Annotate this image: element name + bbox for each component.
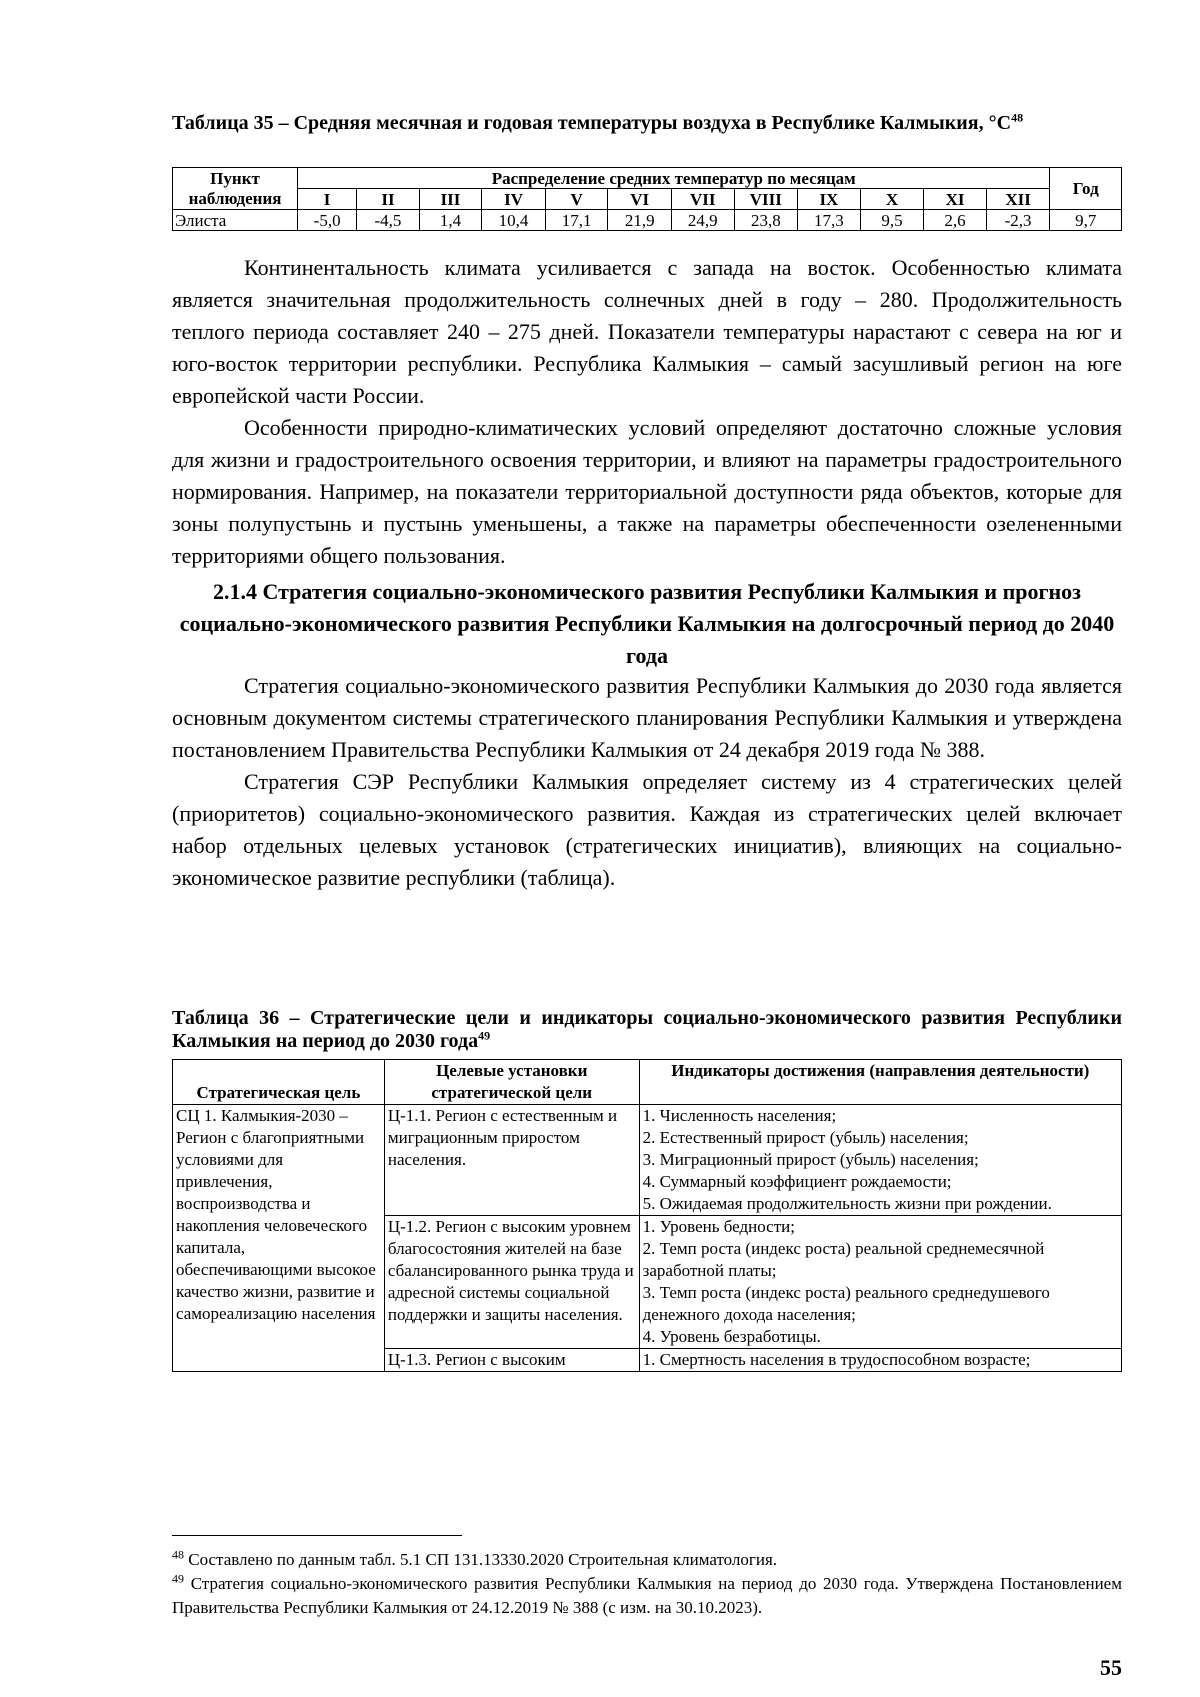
table36-target-cell: Ц-1.2. Регион с высоким уровнем благосостояния жителей на базе сбалансированного рынка труда и адресной системы социальной поддержки и защиты населения. bbox=[384, 1216, 639, 1349]
table35-month-header: VI bbox=[608, 189, 672, 210]
paragraph: Континентальность климата усиливается с запада на восток. Особенностью климата является значительная продолжительность солнечных дней в году – 280. Продолжительность теплого периода составляет 240 – 275 дней. Показатели температуры нарастают с севера на юг и юго-восток территории республики. Республика Калмыкия – самый засушливый регион на юге европейской части России. bbox=[172, 255, 1122, 408]
table35-header-year: Год bbox=[1050, 168, 1122, 210]
footnote-48: $^{48}$ Составлено по данным табл. 5.1 СП 131.13330.2020 Строительная климатология. bbox=[172, 1547, 778, 1569]
indicator-item: 2. Естественный прирост (убыль) населения; bbox=[642, 1128, 969, 1147]
table35-month-header: II bbox=[357, 189, 420, 210]
table35-value-cell: 24,9 bbox=[672, 210, 735, 231]
table35-value-cell: 17,1 bbox=[545, 210, 608, 231]
paragraph: Стратегия СЭР Республики Калмыкия определяет систему из 4 стратегических целей (приоритетов) социально-экономического развития. Каждая из стратегических целей включает набор отдельных целевых установок (стратегических инициатив), влияющих на социально-экономическое развитие республики (таблица). bbox=[172, 769, 1122, 890]
table36-target-cell: Ц-1.1. Регион с естественным и миграционным приростом населения. bbox=[384, 1105, 639, 1216]
indicator-item: 1. Смертность населения в трудоспособном возрасте; bbox=[642, 1350, 1031, 1369]
table35-header-station: Пункт наблюдения bbox=[173, 168, 298, 210]
page-number: 55 bbox=[1100, 1655, 1122, 1680]
table35-month-header: VIII bbox=[734, 189, 798, 210]
indicator-item: 3. Миграционный прирост (убыль) населения; bbox=[642, 1150, 979, 1169]
footnote-ref-49[interactable]: 49 bbox=[478, 1028, 491, 1043]
table35-month-header: I bbox=[298, 189, 357, 210]
table35-value-cell: 21,9 bbox=[608, 210, 672, 231]
footnote-separator bbox=[172, 1535, 462, 1536]
indicator-item: 2. Темп роста (индекс роста) реальной среднемесячной заработной платы; bbox=[642, 1239, 1045, 1280]
table35-value-cell: 23,8 bbox=[734, 210, 798, 231]
table35-month-header: IX bbox=[798, 189, 861, 210]
indicator-item: 1. Численность населения; bbox=[642, 1106, 837, 1125]
table35-value-cell: 17,3 bbox=[798, 210, 861, 231]
table36-caption: Таблица 36 – Стратегические цели и индикаторы социально-экономического развития Республики Калмыкия на период до 2030 года$^{49}$ bbox=[172, 1007, 1122, 1052]
table35-value-cell: 9,5 bbox=[860, 210, 924, 231]
footnote-49: $^{49}$ Стратегия социально-экономического развития Республики Калмыкия на период до 2030 года. Утверждена Постановлением Правительства Республики Калмыкия от 24.12.2019 № 388 (с изм. на 30.10.2023). bbox=[172, 1571, 1122, 1617]
paragraph: Особенности природно-климатических условий определяют достаточно сложные условия для жизни и градостроительного освоения территории, и влияют на параметры градостроительного нормирования. Например, на показатели территориальной доступности ряда объектов, которые для зоны полупустынь и пустынь уменьшены, а также на параметры обеспеченности озелененными территориями общего пользования. bbox=[172, 415, 1122, 568]
body-text-climate bbox=[172, 252, 1122, 572]
table35-value-cell: -4,5 bbox=[357, 210, 420, 231]
table35-month-header: X bbox=[860, 189, 924, 210]
table35-year-cell: 9,7 bbox=[1050, 210, 1122, 231]
table35-value-cell: -5,0 bbox=[298, 210, 357, 231]
table35-month-header: XII bbox=[986, 189, 1050, 210]
indicator-item: 4. Уровень безработицы. bbox=[642, 1327, 821, 1346]
indicator-item: 1. Уровень бедности; bbox=[642, 1217, 795, 1236]
paragraph: Стратегия социально-экономического развития Республики Калмыкия до 2030 года является основным документом системы стратегического планирования Республики Калмыкия и утверждена постановлением Правительства Республики Калмыкия от 24 декабря 2019 года № 388. bbox=[172, 673, 1122, 762]
table35-header-monthly: Распределение средних температур по месяцам bbox=[298, 168, 1050, 189]
table35-value-cell: 2,6 bbox=[924, 210, 987, 231]
table35-month-header: III bbox=[419, 189, 482, 210]
table36-target-cell: Ц-1.3. Регион с высоким bbox=[384, 1349, 639, 1372]
table36-header-goal: Стратегическая цель bbox=[173, 1060, 385, 1105]
table35-value-cell: 1,4 bbox=[419, 210, 482, 231]
table36-header-indicators: Индикаторы достижения (направления деятельности) bbox=[639, 1060, 1121, 1105]
indicator-item: 4. Суммарный коэффициент рождаемости; bbox=[642, 1172, 952, 1191]
indicator-item: 3. Темп роста (индекс роста) реального среднедушевого денежного дохода населения; bbox=[642, 1283, 1050, 1324]
footnote-ref-48[interactable]: 48 bbox=[1011, 110, 1024, 125]
table35-month-header: XI bbox=[924, 189, 987, 210]
table36-strategic-goals bbox=[172, 1059, 1122, 1372]
table35-caption: Таблица 35 – Средняя месячная и годовая температуры воздуха в Республике Калмыкия, $^\circ С^{48}$ bbox=[172, 110, 1024, 134]
body-text-strategy bbox=[172, 670, 1122, 894]
table36-indicator-cell bbox=[639, 1105, 1121, 1216]
table36-indicator-cell bbox=[639, 1216, 1121, 1349]
table35-month-header: V bbox=[545, 189, 608, 210]
table36-indicator-cell bbox=[639, 1349, 1121, 1372]
indicator-item: 5. Ожидаемая продолжительность жизни при рождении. bbox=[642, 1194, 1052, 1213]
table35-value-cell: -2,3 bbox=[986, 210, 1050, 231]
footnotes bbox=[172, 1548, 1122, 1620]
table35-value-cell: 10,4 bbox=[482, 210, 546, 231]
table35-month-header: VII bbox=[672, 189, 735, 210]
section-heading: 2.1.4 Стратегия социально-экономического развития Республики Калмыкия и прогноз социально-экономического развития Республики Калмыкия на долгосрочный период до 2040 года bbox=[179, 579, 1115, 668]
table36-header-targets: Целевые установки стратегической цели bbox=[384, 1060, 639, 1105]
table35-month-header: IV bbox=[482, 189, 546, 210]
table35-temperature bbox=[172, 167, 1122, 231]
table36-goal-cell: СЦ 1. Калмыкия-2030 – Регион с благоприятными условиями для привлечения, воспроизводства и накопления человеческого капитала, обеспечивающими высокое качество жизни, развитие и самореализацию населения bbox=[173, 1105, 385, 1372]
table35-station-cell: Элиста bbox=[173, 210, 298, 231]
